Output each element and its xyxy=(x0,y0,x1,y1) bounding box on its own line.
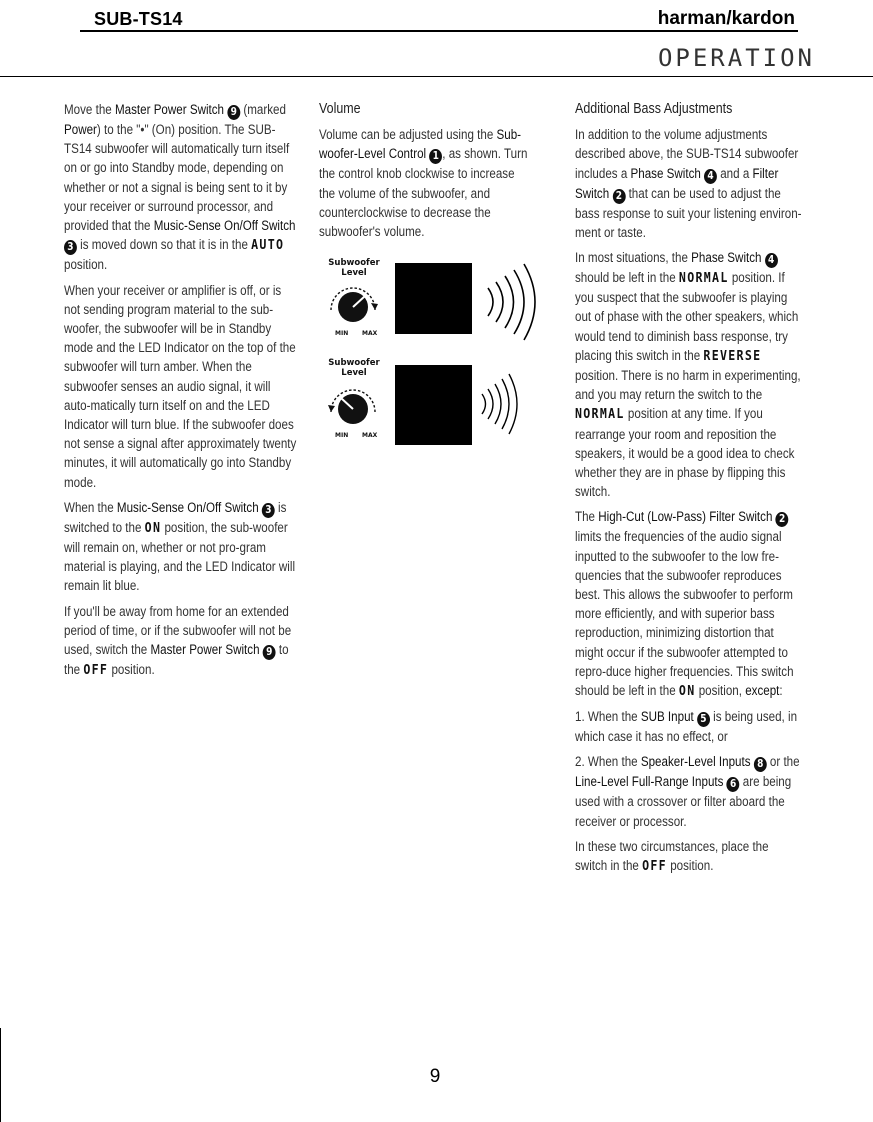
text: Level xyxy=(341,368,367,378)
term-power: Power xyxy=(64,122,97,137)
subwoofer-icon xyxy=(395,263,472,334)
column-left xyxy=(64,100,300,686)
volume-illustration xyxy=(322,256,562,456)
column-right xyxy=(575,100,803,882)
paragraph-standby: When your receiver or amplifier is off, or is not sending program material to the sub-woofer, the subwoofer will be in Standby mode and the LED Indicator on the top of the subwoofer will turn amber. When the subwoofer senses an audio signal, it will auto-matically turn itself on and the LED Indicator will turn blue. If the subwoofer does not sense a signal after approximately twenty minutes, it will automatically go into Standby mode. xyxy=(64,282,297,490)
page-edge-line xyxy=(0,1028,1,1122)
callout-number-icon: 2 xyxy=(612,189,625,204)
text: limits the frequencies of the audio signal inputted to the subwoofer to the low fre-quencies that the subwoofer reproduces best. This allows the subwoofer to perform more efficiently, and with superior bass reproduction, minimizing distortion that might occur if the subwoofer attempted to repro-duce higher frequencies. This switch should be left in the xyxy=(575,529,794,699)
term-master-power-switch: Master Power Switch xyxy=(114,102,225,117)
section-title: OPERATION xyxy=(657,44,815,72)
term-phase-switch: Phase Switch xyxy=(630,165,701,181)
paragraph-high-cut-filter xyxy=(575,507,803,701)
text: is switched to the xyxy=(64,499,287,535)
term-except: except xyxy=(745,683,780,699)
min-label: MIN xyxy=(335,330,349,337)
text: Volume can be adjusted using the xyxy=(319,127,497,143)
knob-label xyxy=(324,358,384,378)
volume-knob-icon xyxy=(322,378,384,436)
switch-position-off: OFF xyxy=(83,662,109,679)
callout-number-icon: 3 xyxy=(262,503,275,518)
text: In addition to the volume adjustments described above, the SUB-TS14 subwoofer includes a xyxy=(575,127,799,181)
text: to the xyxy=(64,642,289,678)
text: When the xyxy=(64,499,117,515)
switch-position-on: ON xyxy=(144,519,162,536)
text: Subwoofer xyxy=(328,258,380,268)
text: ) to the "•" (On) position. The SUB-TS14 subwoofer will automatically turn itself on or go into Standby mode, depending on whether or not a signal is being sent to it by your receiver or surround processor, and provided that the xyxy=(64,122,290,234)
subwoofer-icon xyxy=(395,365,472,445)
max-label: MAX xyxy=(362,432,378,439)
term-sub-input: SUB Input xyxy=(640,709,694,725)
text: In most situations, the xyxy=(575,250,692,266)
paragraph-music-sense-on xyxy=(64,498,300,596)
paragraph-exception-2 xyxy=(575,752,803,830)
text: position. xyxy=(108,662,155,678)
paragraph-bass-intro xyxy=(575,125,803,242)
volume-knob-icon xyxy=(322,276,384,334)
callout-number-icon: 3 xyxy=(64,240,77,255)
text: should be left in the xyxy=(575,270,679,286)
term-master-power-switch: Master Power Switch xyxy=(150,642,260,658)
term-music-sense-switch: Music-Sense On/Off Switch xyxy=(153,218,296,234)
sound-waves-soft-icon xyxy=(478,372,528,436)
page-number: 9 xyxy=(429,1066,441,1087)
text: If you'll be away from home for an extended period of time, or if the subwoofer will not be used, switch the xyxy=(64,603,292,658)
brand-name: harman/kardon xyxy=(657,8,795,29)
text: position. xyxy=(64,257,108,273)
text: or the xyxy=(766,754,800,770)
term-filter-switch: Filter Switch xyxy=(575,165,779,201)
switch-position-normal: NORMAL xyxy=(678,270,729,287)
text: The xyxy=(575,509,599,525)
text: position. If you suspect that the subwoofer is playing out of phase with the other speakers, which would tend to diminish bass response, try placing this switch in the xyxy=(575,270,799,363)
text: (marked xyxy=(240,102,286,117)
term-speaker-level-inputs: Speaker-Level Inputs xyxy=(640,754,751,770)
paragraph-away xyxy=(64,602,300,681)
text: Level xyxy=(341,268,367,278)
heading-volume: Volume xyxy=(319,101,361,117)
text: position. xyxy=(666,858,714,874)
switch-position-on: ON xyxy=(678,683,696,700)
term-music-sense-switch: Music-Sense On/Off Switch xyxy=(116,499,259,515)
text: and a xyxy=(716,165,753,181)
model-name: SUB-TS14 xyxy=(94,9,183,29)
heading-additional-bass: Additional Bass Adjustments xyxy=(575,101,733,117)
callout-number-icon: 9 xyxy=(263,645,276,660)
text: 2. When the xyxy=(575,754,641,770)
callout-number-icon: 1 xyxy=(429,149,442,164)
term-line-level-inputs: Line-Level Full-Range Inputs xyxy=(575,774,724,790)
column-middle xyxy=(319,100,531,247)
text: Subwoofer xyxy=(328,358,380,368)
paragraph-circumstances xyxy=(575,837,803,876)
term-subwoofer-level-control: Sub-woofer-Level Control xyxy=(319,127,522,162)
switch-position-reverse: REVERSE xyxy=(703,347,762,364)
callout-number-icon: 8 xyxy=(754,757,767,772)
text: , as shown. Turn the control knob clockwise to increase the volume of the subwoofer, and counterclockwise to decrease the subwoofer's volume. xyxy=(319,146,528,240)
text: : xyxy=(779,683,783,699)
callout-number-icon: 4 xyxy=(765,253,778,268)
text: that can be used to adjust the bass response to suit your listening environ-ment or taste. xyxy=(575,185,802,240)
switch-position-normal: NORMAL xyxy=(575,406,625,423)
text: is moved down so that it is in the xyxy=(76,237,252,253)
text: position. There is no harm in experimenting, and you may return the switch to the xyxy=(575,368,801,403)
header-rule xyxy=(80,30,798,32)
text: position, the sub-woofer will remain on, whether or not pro-gram material is playing, and the LED Indicator will remain lit blue. xyxy=(64,519,296,594)
text: position, xyxy=(695,683,746,699)
term-phase-switch: Phase Switch xyxy=(691,250,762,266)
callout-number-icon: 5 xyxy=(697,712,710,727)
text: Move the xyxy=(64,102,115,117)
text: In these two circumstances, place the switch in the xyxy=(575,838,769,874)
text: are being used with a crossover or filter aboard the receiver or processor. xyxy=(575,774,792,829)
callout-number-icon: 2 xyxy=(776,512,789,527)
sound-waves-loud-icon xyxy=(482,262,554,342)
callout-number-icon: 9 xyxy=(227,105,240,120)
paragraph-master-power xyxy=(64,100,300,275)
callout-number-icon: 4 xyxy=(704,169,717,184)
paragraph-volume xyxy=(319,125,531,241)
text: 1. When the xyxy=(575,709,641,725)
text: position at any time. If you rearrange your room and reposition the speakers, it would be a good idea to check whether they are in phase by flipping this switch. xyxy=(575,406,795,500)
max-label: MAX xyxy=(362,330,378,337)
callout-number-icon: 6 xyxy=(727,777,740,792)
paragraph-exception-1 xyxy=(575,707,803,746)
term-high-cut-filter-switch: High-Cut (Low-Pass) Filter Switch xyxy=(598,509,773,525)
min-label: MIN xyxy=(335,432,349,439)
switch-position-auto: AUTO xyxy=(251,237,285,254)
paragraph-phase xyxy=(575,248,803,501)
header-divider xyxy=(0,76,873,77)
knob-label xyxy=(324,258,384,278)
text: is being used, in which case it has no effect, or xyxy=(575,709,798,745)
switch-position-off: OFF xyxy=(642,858,667,875)
